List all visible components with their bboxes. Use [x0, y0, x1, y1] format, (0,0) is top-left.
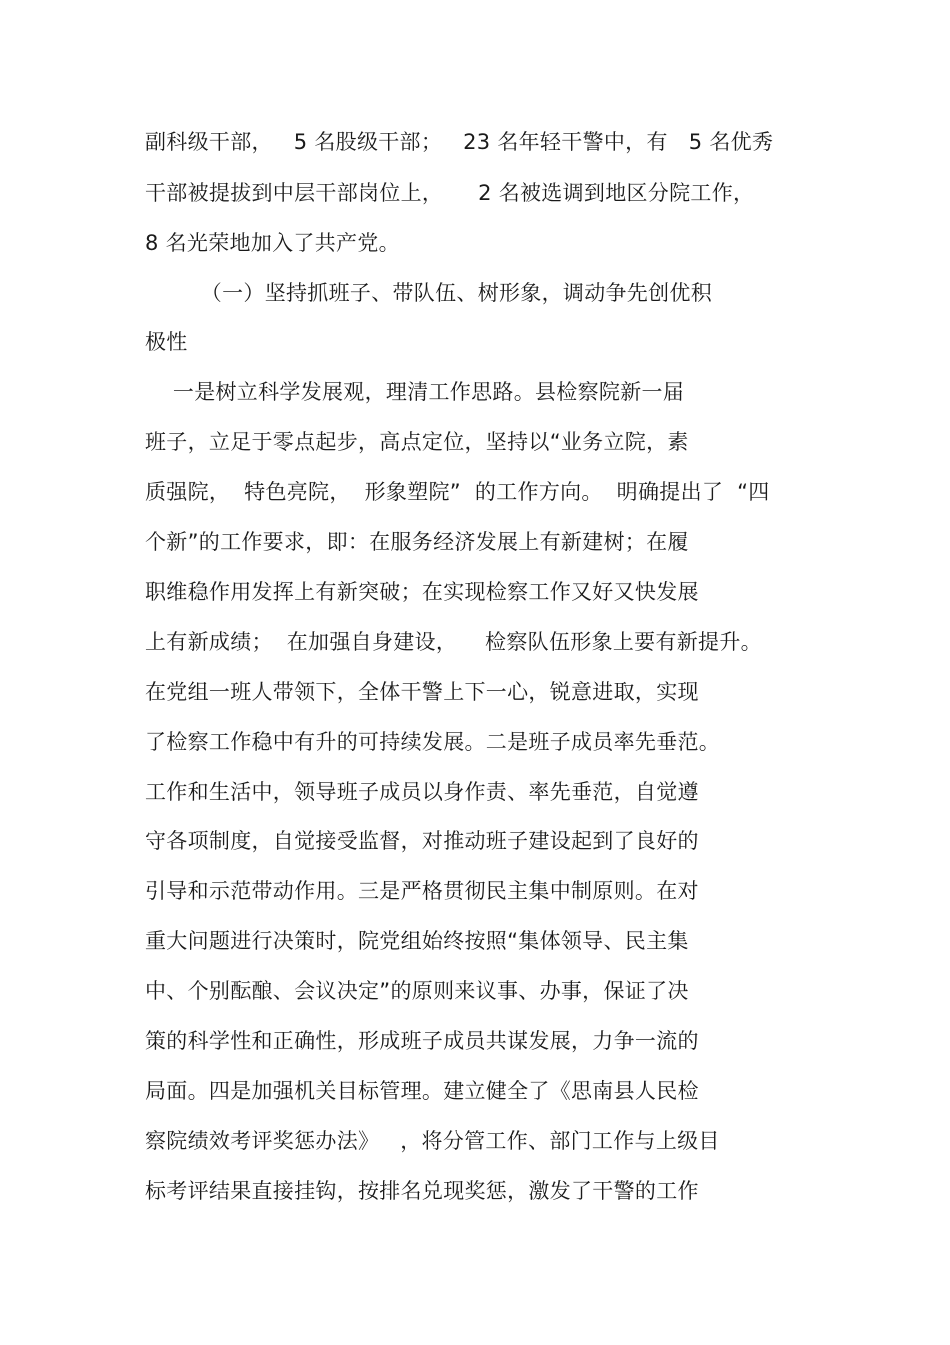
body-text-line: 职维稳作用发挥上有新突破；在实现检察工作又好又快发展: [145, 580, 699, 604]
section-heading: （一）坚持抓班子、带队伍、树形象，调动争先创优积: [145, 281, 712, 305]
body-text-line: 质强院， 特色亮院， 形象塑院” 的工作方向。 明确提出了 “四: [145, 480, 770, 504]
body-text-line: 个新”的工作要求，即：在服务经济发展上有新建树；在履: [145, 530, 689, 554]
body-text-line: 察院绩效考评奖惩办法》 ，将分管工作、部门工作与上级目: [145, 1129, 720, 1153]
body-text-line: 干部被提拔到中层干部岗位上， 2 名被选调到地区分院工作，: [145, 181, 755, 205]
body-text-line: 中、个别酝酿、会议决定”的原则来议事、办事，保证了决: [145, 979, 689, 1003]
body-text-line: 策的科学性和正确性，形成班子成员共谋发展，力争一流的: [145, 1029, 699, 1053]
body-text-line: 班子，立足于零点起步，高点定位，坚持以“业务立院，素: [145, 430, 689, 454]
body-text-line: 标考评结果直接挂钩，按排名兑现奖惩，激发了干警的工作: [145, 1179, 699, 1203]
section-heading: 极性: [145, 330, 188, 354]
body-text-line: 工作和生活中，领导班子成员以身作责、率先垂范，自觉遵: [145, 780, 699, 804]
body-text-line: 引导和示范带动作用。三是严格贯彻民主集中制原则。在对: [145, 879, 699, 903]
body-text-line: 上有新成绩； 在加强自身建设， 检察队伍形象上要有新提升。: [145, 630, 762, 654]
body-text-line: 守各项制度，自觉接受监督，对推动班子建设起到了良好的: [145, 829, 699, 853]
body-text-line: 局面。四是加强机关目标管理。建立健全了《思南县人民检: [145, 1079, 699, 1103]
body-text-line: 在党组一班人带领下，全体干警上下一心，锐意进取，实现: [145, 680, 699, 704]
body-text-line: 重大问题进行决策时，院党组始终按照“集体领导、民主集: [145, 929, 689, 953]
body-text-line: 8 名光荣地加入了共产党。: [145, 231, 400, 255]
body-text-line: 一是树立科学发展观，理清工作思路。县检察院新一届: [145, 380, 685, 404]
body-text-line: 了检察工作稳中有升的可持续发展。二是班子成员率先垂范。: [145, 730, 721, 754]
body-text-line: 副科级干部， 5 名股级干部； 23 名年轻干警中，有 5 名优秀: [145, 130, 774, 154]
